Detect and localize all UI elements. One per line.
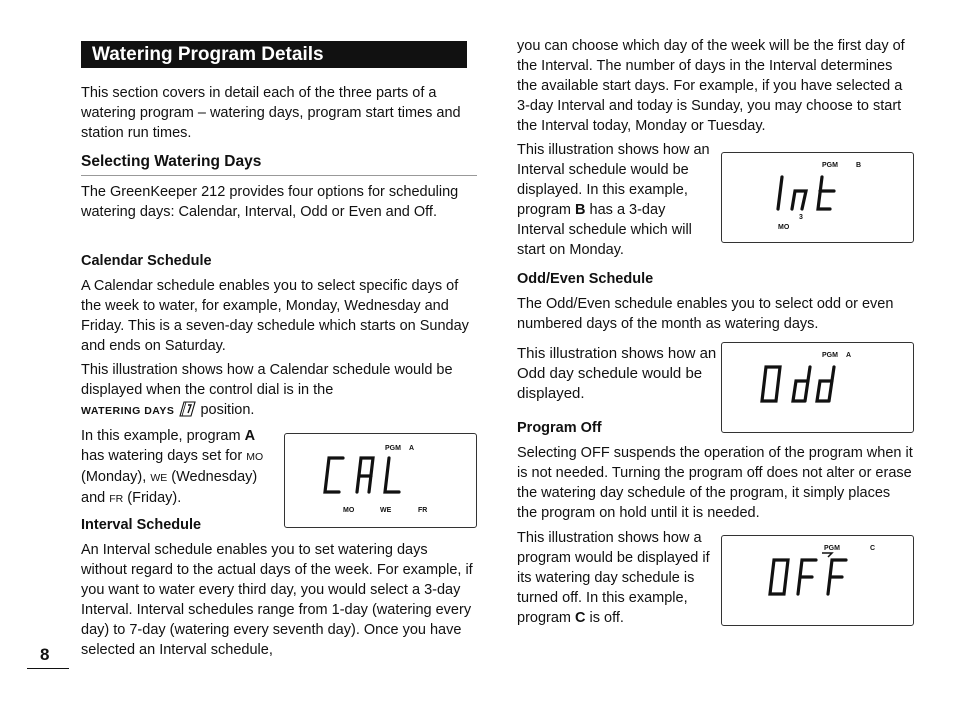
int-day-mo: MO	[778, 224, 790, 231]
int-illus-text-1: This illustration shows how an Interval schedule would be displayed. In this example, program	[517, 142, 710, 218]
we-abbr: WE	[150, 472, 168, 484]
odd-program-letter: A	[846, 352, 852, 359]
odd-illustration-text: This illustration shows how an Odd day schedule would be displayed.	[517, 345, 717, 402]
oddeven-paragraph: The Odd/Even schedule enables you to select odd or even numbered days of the month as watering days.	[517, 296, 894, 332]
calendar-example	[81, 426, 281, 509]
section-title-banner: Watering Program Details	[81, 41, 467, 68]
example-text-2: has watering days set for	[81, 448, 247, 464]
watering-days-line	[81, 400, 381, 423]
off-illus-text-1: This illustration shows how a program would be displayed if its watering day schedule is turned off. In this example, program	[517, 530, 710, 626]
interval-illustration-text	[517, 140, 711, 260]
off-indicator-mark	[822, 553, 832, 557]
interval-continued-paragraph: you can choose which day of the week will be the first day of the Interval. The number of days in the Interval determines the available start days. For example, if you have selected a 3-day Interval and today is Sunday, you may choose to start the Interval today, Monday or Tuesday.	[517, 38, 905, 134]
off-illus-text-2: is off.	[585, 610, 624, 626]
odd-lcd-display	[721, 342, 914, 433]
program-a-label: A	[244, 428, 256, 444]
calendar-heading: Calendar Schedule	[81, 253, 212, 269]
program-c-label: C	[575, 610, 586, 626]
interval-heading: Interval Schedule	[81, 517, 202, 533]
mo-abbr: MO	[246, 451, 264, 463]
odd-digits	[722, 343, 913, 432]
interval-paragraph: An Interval schedule enables you to set watering days without regard to the actual days of the week. For example, if you want to water every third day, you would select a 3-day Interval. Interval schedules range from 1-day (watering every day) to 7-day (watering every seventh day). Once you have selected an Interval schedule,	[81, 542, 473, 658]
off-pgm-label: PGM	[824, 545, 840, 552]
and-text: and	[81, 490, 110, 506]
calendar-illustration-text: This illustration shows how a Calendar schedule would be displayed when the control dial is in the	[81, 362, 453, 398]
cal-pgm-label: PGM	[385, 445, 401, 452]
cal-program-letter: A	[409, 445, 415, 452]
calendar-paragraph: A Calendar schedule enables you to select specific days of the week to water, for example, Monday, Wednesday and Friday. This is a seven-day schedule which starts on Sunday and ends on Saturday.	[81, 278, 469, 354]
section-heading: Selecting Watering Days	[81, 152, 477, 176]
page-number: 8	[40, 645, 50, 664]
friday-text: (Friday).	[123, 490, 182, 506]
example-text-1: In this example, program	[81, 428, 245, 444]
cal-day-mo: MO	[343, 507, 355, 514]
page-number-rule	[27, 668, 69, 669]
cal-day-we: WE	[380, 507, 392, 514]
cal-lcd-display	[284, 433, 477, 528]
program-off-paragraph: Selecting OFF suspends the operation of the program when it is not needed. Turning the program off does not alter or erase the watering day schedule of the program, it simply places the program on hold until it is needed.	[517, 445, 913, 521]
program-b-label: B	[575, 202, 586, 218]
options-paragraph: The GreenKeeper 212 provides four options for scheduling watering days: Calendar, Interval, Odd or Even and Off.	[81, 184, 459, 220]
off-program-letter: C	[870, 545, 876, 552]
program-off-heading: Program Off	[517, 420, 602, 436]
int-pgm-label: PGM	[822, 162, 838, 169]
fr-abbr: FR	[109, 493, 124, 505]
off-lcd-display	[721, 535, 914, 626]
odd-pgm-label: PGM	[822, 352, 838, 359]
int-digits	[722, 153, 913, 242]
intro-paragraph: This section covers in detail each of the three parts of a watering program – watering days, program start times and station run times.	[81, 85, 461, 141]
int-illus-text-2: has a 3-day Interval schedule which will start on Monday.	[517, 202, 692, 258]
oddeven-heading: Odd/Even Schedule	[517, 271, 654, 287]
watering-days-label: WATERING DAYS	[81, 405, 175, 417]
dial-position-icon	[178, 401, 196, 423]
int-program-letter: B	[856, 162, 862, 169]
position-word: position.	[200, 402, 255, 418]
off-illustration-text	[517, 528, 719, 628]
int-lcd-display	[721, 152, 914, 243]
off-digits	[722, 536, 913, 625]
int-interval-number: 3	[799, 214, 803, 221]
wednesday-text: (Wednesday)	[167, 469, 258, 485]
monday-text: (Monday),	[81, 469, 151, 485]
cal-day-fr: FR	[418, 507, 428, 514]
